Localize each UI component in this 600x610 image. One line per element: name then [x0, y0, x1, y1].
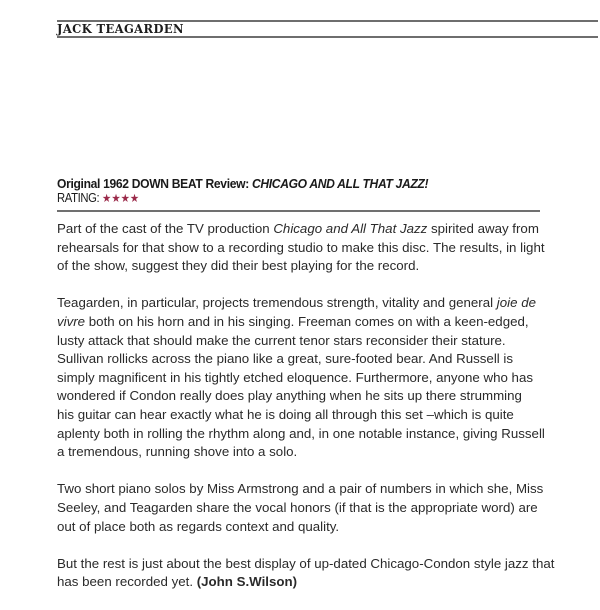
italic-text: Chicago and All That Jazz: [273, 221, 428, 236]
paragraph-line: [57, 369, 557, 388]
text-run: has been recorded yet.: [57, 574, 197, 590]
review-paragraph: [57, 480, 557, 536]
paragraph-line: [57, 406, 557, 425]
rating-line: [57, 191, 498, 206]
review-paragraph: [57, 294, 557, 461]
paragraph-line: [57, 257, 557, 276]
author-credit: (John S.Wilson): [196, 574, 298, 590]
review-header: [57, 176, 547, 206]
text-run: Two short piano solos by Miss Armstrong and a pair of numbers in which she, Miss: [57, 481, 544, 497]
rating-stars-icon: ★★★★: [102, 193, 140, 205]
header-band: [57, 20, 598, 38]
review-title: [57, 176, 513, 191]
review-title-prefix: Original 1962 DOWN BEAT Review:: [57, 176, 252, 191]
artist-heading: JACK TEAGARDEN: [57, 21, 184, 37]
text-run: Seeley, and Teagarden share the vocal honors (if that is the appropriate word) are: [57, 499, 538, 515]
text-run: a tremendous, running shove into a solo.: [57, 444, 298, 460]
paragraph-line: [57, 555, 557, 574]
paragraph-line: [57, 425, 557, 444]
paragraph-line: [57, 239, 557, 258]
italic-text: vivre: [57, 313, 86, 329]
paragraph-line: [57, 387, 557, 406]
text-run: both on his horn and in his singing. Freeman comes on with a keen-edged,: [85, 313, 529, 329]
text-run: But the rest is just about the best display of up-dated Chicago-Condon style jazz that: [57, 555, 555, 571]
album-title: CHICAGO AND ALL THAT JAZZ!: [251, 176, 429, 191]
paragraph-line: [57, 332, 557, 351]
text-run: simply magnificent in his tightly etched eloquence. Furthermore, anyone who has: [57, 369, 533, 385]
text-run: Teagarden, in particular, projects tremendous strength, vitality and general: [57, 295, 497, 311]
text-run: Part of the cast of the TV production: [57, 221, 274, 236]
paragraph-line: [57, 573, 557, 592]
review-paragraph: [57, 220, 557, 276]
rating-label: RATING:: [57, 191, 103, 205]
paragraph-line: [57, 518, 557, 537]
text-run: his guitar can hear exactly what he is doing all through this set –which is quite: [57, 406, 514, 422]
section-divider: [57, 210, 540, 212]
text-run: of the show, suggest they did their best playing for the record.: [57, 258, 420, 274]
paragraph-line: [57, 350, 557, 369]
paragraph-line: [57, 499, 557, 518]
text-run: wondered if Condon really does play anything when he sits up there strumming: [57, 388, 522, 404]
text-run: rehearsals for that show to a recording studio to make this disc. The results, in light: [57, 239, 545, 255]
paragraph-line: [57, 220, 557, 239]
text-run: spirited away from: [427, 221, 539, 236]
text-run: lusty attack that should make the current tenor stars reconsider their stature.: [57, 332, 506, 348]
paragraph-line: [57, 294, 557, 313]
paragraph-line: [57, 480, 557, 499]
italic-text: joie de: [496, 295, 536, 311]
paragraph-line: [57, 313, 557, 332]
text-run: Sullivan rollicks across the piano like a great, sure-footed bear. And Russell is: [57, 351, 514, 367]
review-body: [57, 220, 557, 610]
text-run: aplenty both in rolling the rhythm along and, in one notable instance, giving Russell: [57, 425, 545, 441]
text-run: out of place both as regards context and quality.: [57, 518, 340, 534]
review-paragraph: [57, 555, 557, 592]
paragraph-line: [57, 443, 557, 462]
